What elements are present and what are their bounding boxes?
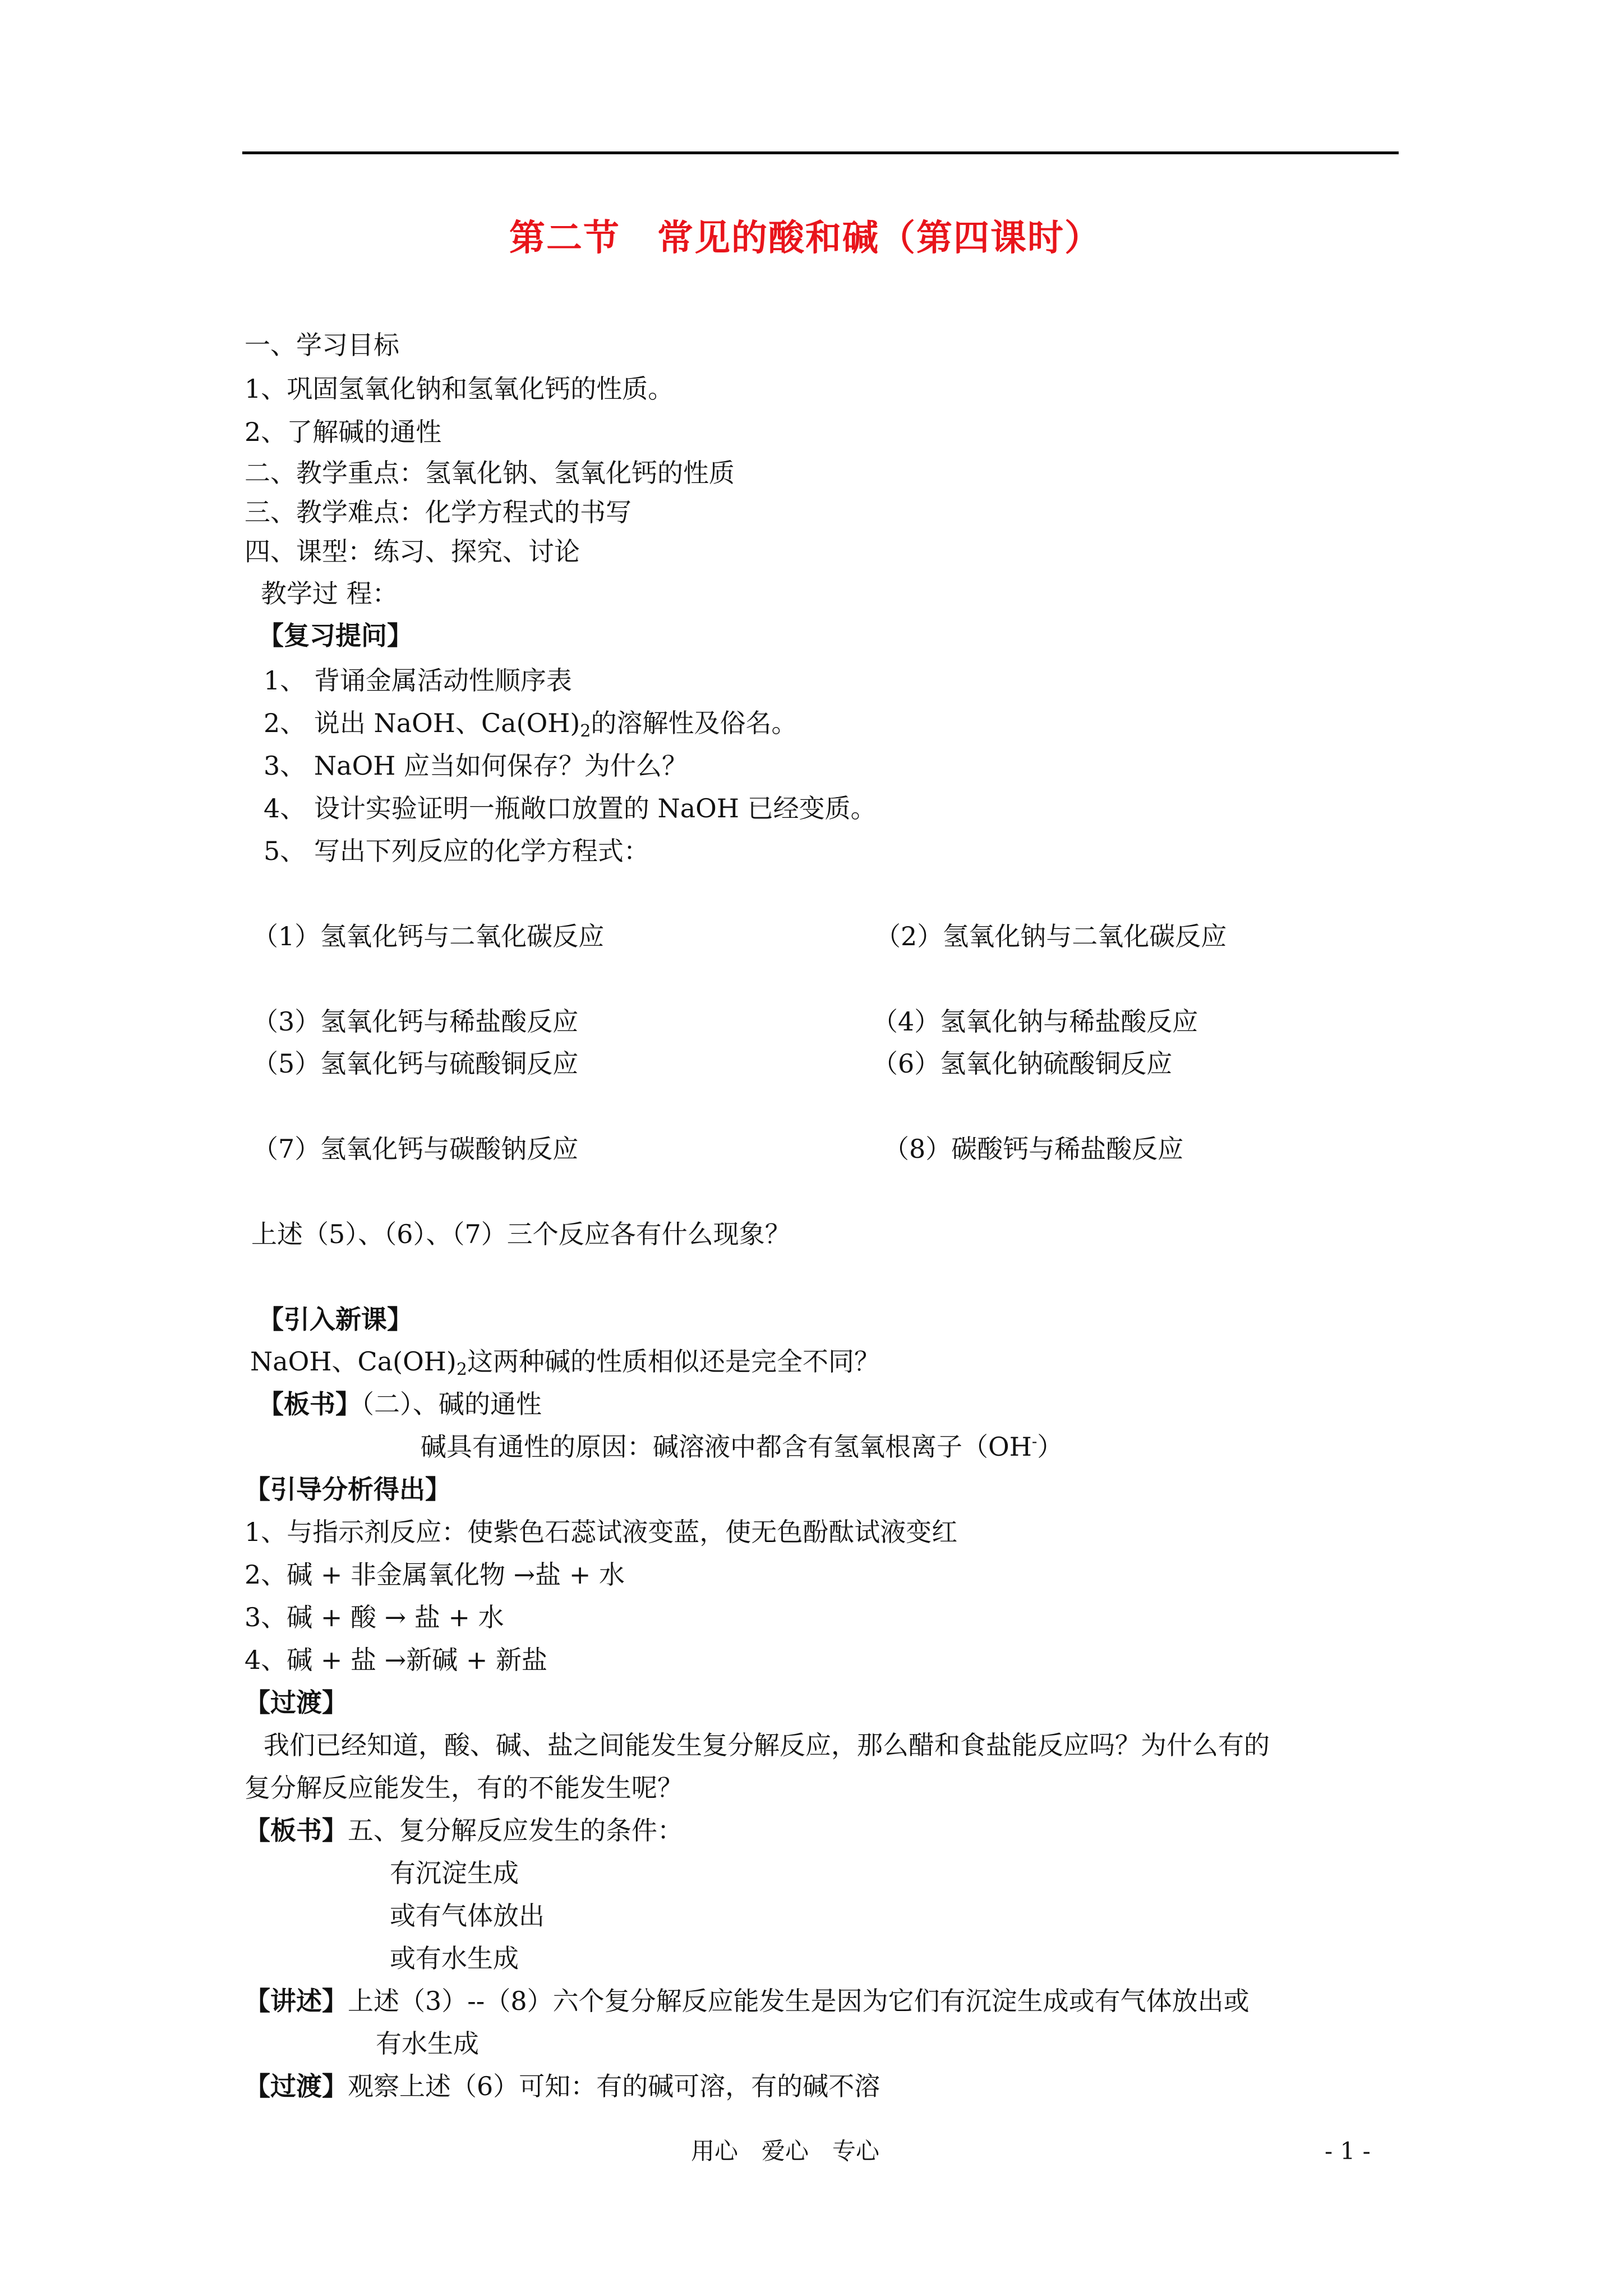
reaction-1: （1）氢氧化钙与二氧化碳反应 xyxy=(252,921,605,951)
lecture-line-1: 【讲述】上述（3）--（8）六个复分解反应能发生是因为它们有沉淀生成或有气体放出或 xyxy=(245,1986,1249,2016)
header-rule xyxy=(242,151,1399,154)
page-number: - 1 - xyxy=(1325,2137,1371,2165)
new-lesson-question: NaOH、$Ca(OH)_2$这两种碱的性质相似还是完全不同？ xyxy=(250,1346,880,1379)
analysis-point-1: 1、与指示剂反应：使紫色石蕊试液变蓝，使无色酚酞试液变红 xyxy=(245,1517,958,1547)
reaction-8: （8）碳酸钙与稀盐酸反应 xyxy=(883,1134,1184,1164)
teaching-process: 教学过 程： xyxy=(261,578,398,609)
review-q5: 5、 写出下列反应的化学方程式： xyxy=(264,836,649,866)
transition-2: 【过渡】观察上述（6）可知：有的碱可溶，有的碱不溶 xyxy=(245,2071,880,2101)
difficulty: 三、教学难点：化学方程式的书写 xyxy=(245,497,631,527)
reaction-3: （3）氢氧化钙与稀盐酸反应 xyxy=(252,1006,579,1037)
transition-1-tag: 【过渡】 xyxy=(245,1687,348,1718)
analysis-point-4: 4、碱 + 盐 →新碱 + 新盐 xyxy=(245,1645,548,1675)
transition-1-line-1: 我们已经知道，酸、碱、盐之间能发生复分解反应，那么醋和食盐能反应吗？为什么有的 xyxy=(264,1730,1270,1760)
reaction-5: （5）氢氧化钙与硫酸铜反应 xyxy=(252,1048,579,1079)
review-tag: 【复习提问】 xyxy=(258,620,413,651)
key-point: 二、教学重点：氢氧化钠、氢氧化钙的性质 xyxy=(245,458,735,488)
new-lesson-tag: 【引入新课】 xyxy=(258,1304,413,1335)
analysis-tag: 【引导分析得出】 xyxy=(245,1474,451,1504)
lesson-type: 四、课型：练习、探究、讨论 xyxy=(245,536,580,567)
condition-3: 或有水生成 xyxy=(390,1943,519,1973)
goal-item-1: 1、巩固氢氧化钠和氢氧化钙的性质。 xyxy=(245,374,674,404)
review-q4: 4、 设计实验证明一瓶敞口放置的 NaOH 已经变质。 xyxy=(264,793,877,823)
goals-heading: 一、学习目标 xyxy=(245,330,399,360)
page-title: 第二节 常见的酸和碱（第四课时） xyxy=(509,217,1101,259)
footer-motto: 用心 爱心 专心 xyxy=(691,2137,880,2165)
reaction-question: 上述（5）、（6）、（7）三个反应各有什么现象？ xyxy=(251,1219,791,1249)
transition-1-line-2: 复分解反应能发生，有的不能发生呢？ xyxy=(245,1773,683,1803)
board-1: 【板书】（二）、碱的通性 xyxy=(258,1389,542,1419)
analysis-point-3: 3、碱 + 酸 → 盐 + 水 xyxy=(245,1602,504,1632)
condition-1: 有沉淀生成 xyxy=(390,1858,519,1888)
review-q2: 2、 说出 NaOH、$Ca(OH)_2$的溶解性及俗名。 xyxy=(264,708,797,741)
reaction-4: （4）氢氧化钠与稀盐酸反应 xyxy=(872,1006,1198,1037)
review-q3: 3、 NaOH 应当如何保存？为什么？ xyxy=(264,751,688,781)
lecture-line-2: 有水生成 xyxy=(376,2028,479,2059)
condition-2: 或有气体放出 xyxy=(390,1901,545,1931)
reaction-2: （2）氢氧化钠与二氧化碳反应 xyxy=(875,921,1227,951)
review-q1: 1、 背诵金属活动性顺序表 xyxy=(264,665,572,696)
analysis-point-2: 2、碱 + 非金属氧化物 →盐 + 水 xyxy=(245,1559,625,1590)
reaction-7: （7）氢氧化钙与碳酸钠反应 xyxy=(252,1134,579,1164)
board-1-reason: 碱具有通性的原因：碱溶液中都含有氢氧根离子（OH-） xyxy=(421,1432,1063,1462)
board-2: 【板书】五、复分解反应发生的条件： xyxy=(245,1815,683,1846)
goal-item-2: 2、了解碱的通性 xyxy=(245,417,442,447)
reaction-6: （6）氢氧化钠硫酸铜反应 xyxy=(872,1048,1173,1079)
